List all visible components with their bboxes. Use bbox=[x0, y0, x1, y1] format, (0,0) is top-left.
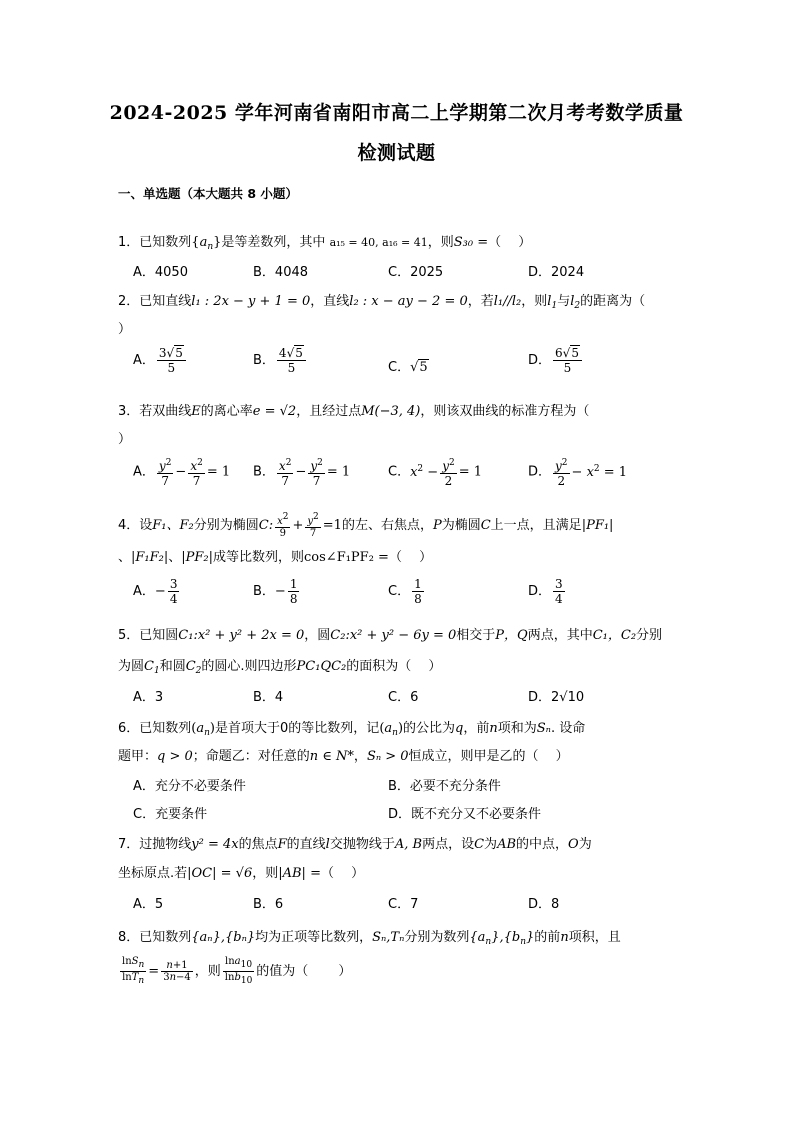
q3-text2: 的离心率 bbox=[200, 404, 253, 419]
q7-option-c: C．7 bbox=[388, 897, 419, 912]
q7-ab: |AB| = bbox=[278, 866, 321, 881]
q5-continuation: 为圆$C_1$和圆$C_2$的圆心.则四边形PC₁QC₂的面积为（ ） bbox=[118, 659, 442, 676]
q6-cond1: q > 0 bbox=[157, 749, 193, 764]
q7-g: 的中点， bbox=[516, 837, 569, 852]
q6-option-c: C．充要条件 bbox=[133, 807, 208, 822]
q2-continuation: ） bbox=[118, 322, 132, 337]
q6-d: 的公比为 bbox=[403, 721, 456, 736]
q4-text2: 分别为椭圆 bbox=[193, 518, 259, 533]
q6-cond2: n ∈ N* bbox=[309, 749, 354, 764]
q4-cont2: 、 bbox=[168, 550, 182, 565]
q1-mid: 是等差数列，其中 bbox=[221, 235, 326, 250]
q8-continuation: $\frac{\ln S_n}{\ln T_n}$ = $\frac{n+1}{3n-4}$ ，则 $\frac{\ln a_{10}}{\ln b_{10}}$ 的值为（ ） bbox=[122, 956, 352, 986]
q6-l2a: 题甲： bbox=[118, 749, 158, 764]
q2-l2-sym: $l_2$ bbox=[570, 294, 581, 311]
q7-option-d: D．8 bbox=[528, 897, 560, 912]
q2-c-rad: 5 bbox=[419, 360, 428, 375]
section-heading: 一、单选题（本大题共 8 小题） bbox=[118, 186, 298, 201]
q5-text6: 分别 bbox=[636, 628, 663, 643]
q2-line2: l₂ : x − ay − 2 = 0 bbox=[349, 294, 468, 309]
q4-foci: F₁、F₂ bbox=[152, 518, 194, 533]
q5-text1: 5．已知圆 bbox=[118, 628, 179, 643]
q4-option-d: D． $\frac{3}{4}$ bbox=[528, 577, 563, 606]
q5-cont4: 的面积为（ ） bbox=[346, 659, 442, 674]
q5-pq: P，Q bbox=[495, 628, 528, 643]
q3-M: M(−3, 4) bbox=[361, 404, 421, 419]
q6-continuation bbox=[118, 745, 569, 764]
q4-cos: cos∠F₁PF₂ = bbox=[304, 550, 389, 565]
q1-prefix: 1．已知数列 bbox=[118, 235, 192, 250]
q7-f: 为 bbox=[484, 837, 498, 852]
q7-b: 的焦点 bbox=[238, 837, 278, 852]
q1-suffix: ，则 bbox=[427, 235, 454, 250]
q5-option-a: A．3 bbox=[133, 690, 164, 705]
q8-l2a: ，则 bbox=[194, 964, 221, 979]
q3-option-c-label: C． bbox=[388, 464, 411, 480]
q8-d: 的前 bbox=[534, 930, 561, 945]
q2-option-b-label: B． bbox=[253, 353, 275, 368]
q1-paren: （ ） bbox=[488, 235, 532, 250]
q3-continuation: ） bbox=[118, 432, 132, 447]
question-6: 6．已知数列$(a_n)$是首项大于0的等比数列，记$(a_n)$的公比为q，前n项和为Sₙ. 设命 bbox=[118, 721, 586, 738]
q1-option-b: B．4048 bbox=[253, 265, 309, 280]
q5-c1: C₁:x² + y² + 2x = 0 bbox=[178, 628, 305, 643]
q2-option-b: B． $\frac{4√5}{5}$ bbox=[253, 346, 308, 375]
q2-option-a-label: A． bbox=[133, 353, 155, 368]
q7-l2a: 坐标原点.若 bbox=[118, 866, 188, 881]
q2-d-den: 5 bbox=[563, 361, 572, 375]
q2-option-a: A． $\frac{3√5}{5}$ bbox=[133, 346, 188, 375]
q2-b-rad: 5 bbox=[295, 346, 303, 360]
q2-b-coef: 4 bbox=[278, 346, 287, 360]
question-8: 8．已知数列{aₙ},{bₙ}均为正项等比数列，Sₙ,Tₙ分别为数列$\{a_n\},\{b_n\}$的前n项积，且 bbox=[118, 930, 621, 947]
q2-parallel: l₁//l₂ bbox=[493, 294, 522, 309]
q6-l2d: 恒成立，则甲是乙的（ ） bbox=[408, 749, 569, 764]
q3-text3: ，且经过点 bbox=[296, 404, 362, 419]
q8-a: 8．已知数列 bbox=[118, 930, 192, 945]
q7-d: 交抛物线于 bbox=[329, 837, 395, 852]
q8-l2b: 的值为（ ） bbox=[256, 964, 352, 979]
q6-Sn: Sₙ bbox=[536, 721, 551, 736]
q4-paren: （ ） bbox=[388, 550, 433, 565]
q8-c: 分别为数列 bbox=[404, 930, 470, 945]
q2-text4: ，则 bbox=[521, 294, 548, 309]
q6-c: 的等比数列，记 bbox=[288, 721, 380, 736]
q6-e: ，前 bbox=[463, 721, 490, 736]
q4-option-d-label: D． bbox=[528, 584, 552, 599]
q4-pf2: |PF₂| bbox=[181, 550, 214, 565]
q5-c2: C₂:x² + y² − 6y = 0 bbox=[330, 628, 457, 643]
q5-text4: 两点，其中 bbox=[527, 628, 593, 643]
q4-option-b: B．− $\frac{1}{8}$ bbox=[253, 577, 298, 606]
q5-text3: 相交于 bbox=[456, 628, 496, 643]
question-4: 4．设F₁、F₂分别为椭圆C: $\frac{x^2}{9}$ + $\frac{y^2}{7}$ =1的左、右焦点，P为椭圆C上一点，且满足|PF₁| bbox=[118, 512, 614, 539]
q7-AB: A, B bbox=[394, 837, 423, 852]
q7-parabola: y² = 4x bbox=[191, 837, 239, 852]
q2-option-d: D． $\frac{6√5}{5}$ bbox=[528, 346, 584, 375]
q2-option-c: C．√5 bbox=[388, 360, 428, 375]
q3-text4: ，则该双曲线的标准方程为（ bbox=[420, 404, 590, 419]
q7-l: l bbox=[325, 837, 330, 852]
q1-option-a: A．4050 bbox=[133, 265, 188, 280]
q2-option-d-label: D． bbox=[528, 353, 552, 368]
q4-text4: 为椭圆 bbox=[441, 518, 481, 533]
q2-text6: 的距离为（ bbox=[580, 294, 646, 309]
q2-line1: l₁ : 2x − y + 1 = 0 bbox=[191, 294, 311, 309]
exam-title-line1: 2024-2025 学年河南省南阳市高二上学期第二次月考考数学质量 bbox=[109, 102, 684, 124]
q1-condition: a₁₅ = 40, a₁₆ = 41 bbox=[329, 236, 428, 249]
q1-option-d: D．2024 bbox=[528, 265, 585, 280]
q7-C: C bbox=[474, 837, 485, 852]
q6-f: 项和为 bbox=[497, 721, 537, 736]
q5-text2: ，圆 bbox=[304, 628, 331, 643]
q2-text3: ，若 bbox=[467, 294, 494, 309]
q5-cont1: 为圆 bbox=[118, 659, 145, 674]
q6-l2b: ；命题乙：对任意的 bbox=[192, 749, 310, 764]
q3-option-c: C．$x^2$ − $\frac{y^2}{2}$ = 1 bbox=[388, 458, 482, 488]
q6-zero: 0 bbox=[280, 721, 289, 736]
q3-option-a-label: A． bbox=[133, 464, 155, 480]
q7-a: 7．过抛物线 bbox=[118, 837, 192, 852]
q4-f1f2: |F₁F₂| bbox=[131, 550, 169, 565]
q2-text5: 与 bbox=[557, 294, 571, 309]
q4-text3: 的左、右焦点， bbox=[341, 518, 433, 533]
q2-d-coef: 6 bbox=[555, 346, 563, 360]
q2-l1-sym: $l_1$ bbox=[547, 294, 558, 311]
q6-option-d: D．既不充分又不必要条件 bbox=[388, 807, 542, 822]
q6-q: q bbox=[455, 721, 464, 736]
q7-option-b: B．6 bbox=[253, 897, 284, 912]
q4-C: C bbox=[480, 518, 491, 533]
q1-seq: $\{a_n\}$ bbox=[191, 235, 222, 252]
q7-h: 为 bbox=[578, 837, 592, 852]
q7-F: F bbox=[277, 837, 287, 852]
q6-n: n bbox=[489, 721, 498, 736]
q1-option-c: C．2025 bbox=[388, 265, 444, 280]
exam-title-line2: 检测试题 bbox=[357, 142, 436, 164]
question-1 bbox=[118, 231, 531, 252]
q6-option-a: A．充分不必要条件 bbox=[133, 779, 246, 794]
q4-P: P bbox=[432, 518, 442, 533]
q4-option-a: A．− $\frac{3}{4}$ bbox=[133, 577, 178, 606]
q6-l2c: ， bbox=[353, 749, 367, 764]
q4-continuation bbox=[118, 546, 432, 565]
q7-AB2: AB bbox=[497, 837, 517, 852]
q8-seqs: {aₙ},{bₙ} bbox=[191, 930, 256, 945]
q2-b-den: 5 bbox=[287, 361, 296, 375]
q2-a-den: 5 bbox=[167, 361, 176, 375]
q6-b: 是首项大于 bbox=[215, 721, 281, 736]
q4-pf1: |PF₁| bbox=[581, 518, 614, 533]
q4-option-c-label: C． bbox=[388, 584, 411, 599]
q3-option-d-label: D． bbox=[528, 464, 552, 480]
q7-continuation bbox=[118, 862, 364, 881]
q7-l2b: ，则 bbox=[252, 866, 279, 881]
q3-ecc: e = √2 bbox=[252, 404, 297, 419]
q4-cont1: 、 bbox=[118, 550, 132, 565]
q5-option-b: B．4 bbox=[253, 690, 284, 705]
q8-st: Sₙ,Tₙ bbox=[372, 930, 405, 945]
q8-e: 项积，且 bbox=[568, 930, 621, 945]
q7-e: 两点，设 bbox=[422, 837, 475, 852]
q7-O: O bbox=[568, 837, 579, 852]
q3-E: E bbox=[191, 404, 201, 419]
question-3 bbox=[118, 400, 589, 419]
q3-option-d: D． $\frac{y^2}{2}$ − $x^2 = 1$ bbox=[528, 458, 628, 488]
q7-c: 的直线 bbox=[286, 837, 326, 852]
q5-cont2: 和圆 bbox=[159, 659, 186, 674]
q2-a-rad: 5 bbox=[175, 346, 183, 360]
q3-option-a: A． $\frac{y^2}{7}$ − $\frac{x^2}{7}$ = 1 bbox=[133, 458, 231, 488]
q6-cond3: Sₙ > 0 bbox=[366, 749, 409, 764]
q3-option-b-label: B． bbox=[253, 464, 275, 480]
q2-a-coef: 3 bbox=[158, 346, 167, 360]
question-5 bbox=[118, 624, 662, 643]
q4-text1: 4．设 bbox=[118, 518, 153, 533]
q4-text5: 上一点，且满足 bbox=[490, 518, 582, 533]
q5-quad: PC₁QC₂ bbox=[296, 659, 347, 674]
q4-option-b-label: B． bbox=[253, 584, 275, 599]
q3-option-b: B． $\frac{x^2}{7}$ − $\frac{y^2}{7}$ = 1 bbox=[253, 458, 351, 488]
q7-option-a: A．5 bbox=[133, 897, 164, 912]
q5-cont3: 的圆心.则四边形 bbox=[201, 659, 297, 674]
q2-d-rad: 5 bbox=[571, 346, 579, 360]
q2-option-c-label: C． bbox=[388, 360, 411, 375]
q1-ask: S₃₀ = bbox=[453, 235, 489, 250]
q6-g: . 设命 bbox=[550, 721, 586, 736]
q4-option-a-label: A． bbox=[133, 584, 155, 599]
q8-b: 均为正项等比数列， bbox=[255, 930, 373, 945]
q5-centers: C₁，C₂ bbox=[592, 628, 637, 643]
q7-l2c: （ ） bbox=[320, 866, 365, 881]
q2-text1: 2．已知直线 bbox=[118, 294, 192, 309]
q2-text2: ，直线 bbox=[310, 294, 350, 309]
q6-a: 6．已知数列 bbox=[118, 721, 192, 736]
question-2 bbox=[118, 290, 645, 311]
q7-oc: |OC| = √6 bbox=[187, 866, 253, 881]
q8-n: n bbox=[560, 930, 569, 945]
q6-option-b: B．必要不充分条件 bbox=[388, 779, 501, 794]
q5-option-c: C．6 bbox=[388, 690, 419, 705]
question-7 bbox=[118, 833, 592, 852]
q5-option-d: D．2√10 bbox=[528, 690, 585, 705]
q4-option-c: C． $\frac{1}{8}$ bbox=[388, 577, 422, 606]
q4-cont3: 成等比数列，则 bbox=[213, 550, 305, 565]
q3-text1: 3．若双曲线 bbox=[118, 404, 192, 419]
